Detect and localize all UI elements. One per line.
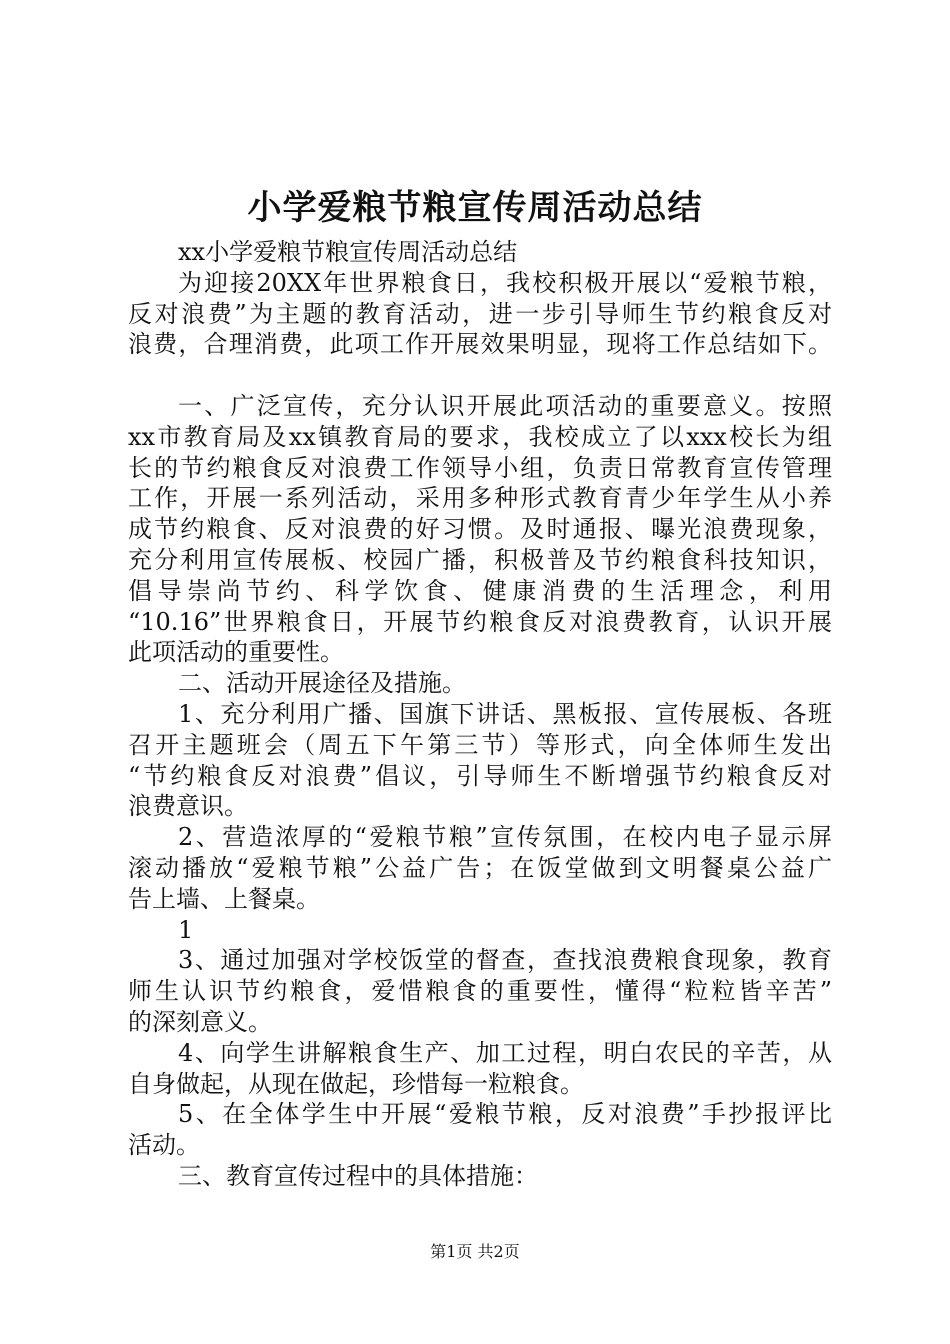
text-line: 工作，开展一系列活动，采用多种形式教育青少年学生从小养 xyxy=(128,484,832,513)
page-footer: 第1页 共2页 xyxy=(430,1242,520,1261)
text-line: 倡导崇尚节约、科学饮食、健康消费的生活理念，利用 xyxy=(128,576,832,605)
inline-page-number: 1 xyxy=(178,915,194,944)
text-line: 反对浪费”为主题的教育活动，进一步引导师生节约粮食反对 xyxy=(128,299,832,328)
section-heading: 二、活动开展途径及措施。 xyxy=(178,669,466,698)
text-line: 浪费，合理消费，此项工作开展效果明显，现将工作总结如下。 xyxy=(128,330,832,359)
text-line: 告上墙、上餐桌。 xyxy=(128,884,320,913)
text-line: 师生认识节约粮食，爱惜粮食的重要性，懂得“粒粒皆辛苦” xyxy=(128,977,832,1006)
text-line: 3、通过加强对学校饭堂的督查，查找浪费粮食现象，教育 xyxy=(178,946,832,975)
text-line: 活动。 xyxy=(128,1131,200,1160)
text-line: 自身做起，从现在做起，珍惜每一粒粮食。 xyxy=(128,1069,584,1098)
text-line: 1、充分利用广播、国旗下讲话、黑板报、宣传展板、各班 xyxy=(178,699,832,728)
text-line: 4、向学生讲解粮食生产、加工过程，明白农民的辛苦，从 xyxy=(178,1038,832,1067)
text-line: 5、在全体学生中开展“爱粮节粮，反对浪费”手抄报评比 xyxy=(178,1100,832,1129)
text-line: 为迎接20XX年世界粮食日，我校积极开展以“爱粮节粮， xyxy=(178,268,832,297)
text-line: xx市教育局及xx镇教育局的要求，我校成立了以xxx校长为组 xyxy=(128,422,832,451)
text-line: 的深刻意义。 xyxy=(128,1007,272,1036)
text-line: 滚动播放“爱粮节粮”公益广告；在饭堂做到文明餐桌公益广 xyxy=(128,853,832,882)
text-line: 成节约粮食、反对浪费的好习惯。及时通报、曝光浪费现象， xyxy=(128,515,832,544)
text-line: 浪费意识。 xyxy=(128,792,248,821)
text-line: “节约粮食反对浪费”倡议，引导师生不断增强节约粮食反对 xyxy=(128,761,832,790)
text-line: 一、广泛宣传，充分认识开展此项活动的重要意义。按照 xyxy=(178,391,832,420)
text-line: 充分利用宣传展板、校园广播，积极普及节约粮食科技知识， xyxy=(128,545,832,574)
section-heading: 三、教育宣传过程中的具体措施： xyxy=(178,1161,538,1190)
text-line: 长的节约粮食反对浪费工作领导小组，负责日常教育宣传管理 xyxy=(128,453,832,482)
text-line: 2、营造浓厚的“爱粮节粮”宣传氛围，在校内电子显示屏 xyxy=(178,823,832,852)
text-line: 召开主题班会（周五下午第三节）等形式，向全体师生发出 xyxy=(128,730,832,759)
text-line: xx小学爱粮节粮宣传周活动总结 xyxy=(178,238,518,266)
document-body xyxy=(128,237,832,1192)
blank-line xyxy=(128,360,832,391)
text-line: “10.16”世界粮食日，开展节约粮食反对浪费教育，认识开展 xyxy=(128,607,832,636)
document-title: 小学爱粮节粮宣传周活动总结 xyxy=(247,188,703,228)
text-line: 此项活动的重要性。 xyxy=(128,638,344,667)
